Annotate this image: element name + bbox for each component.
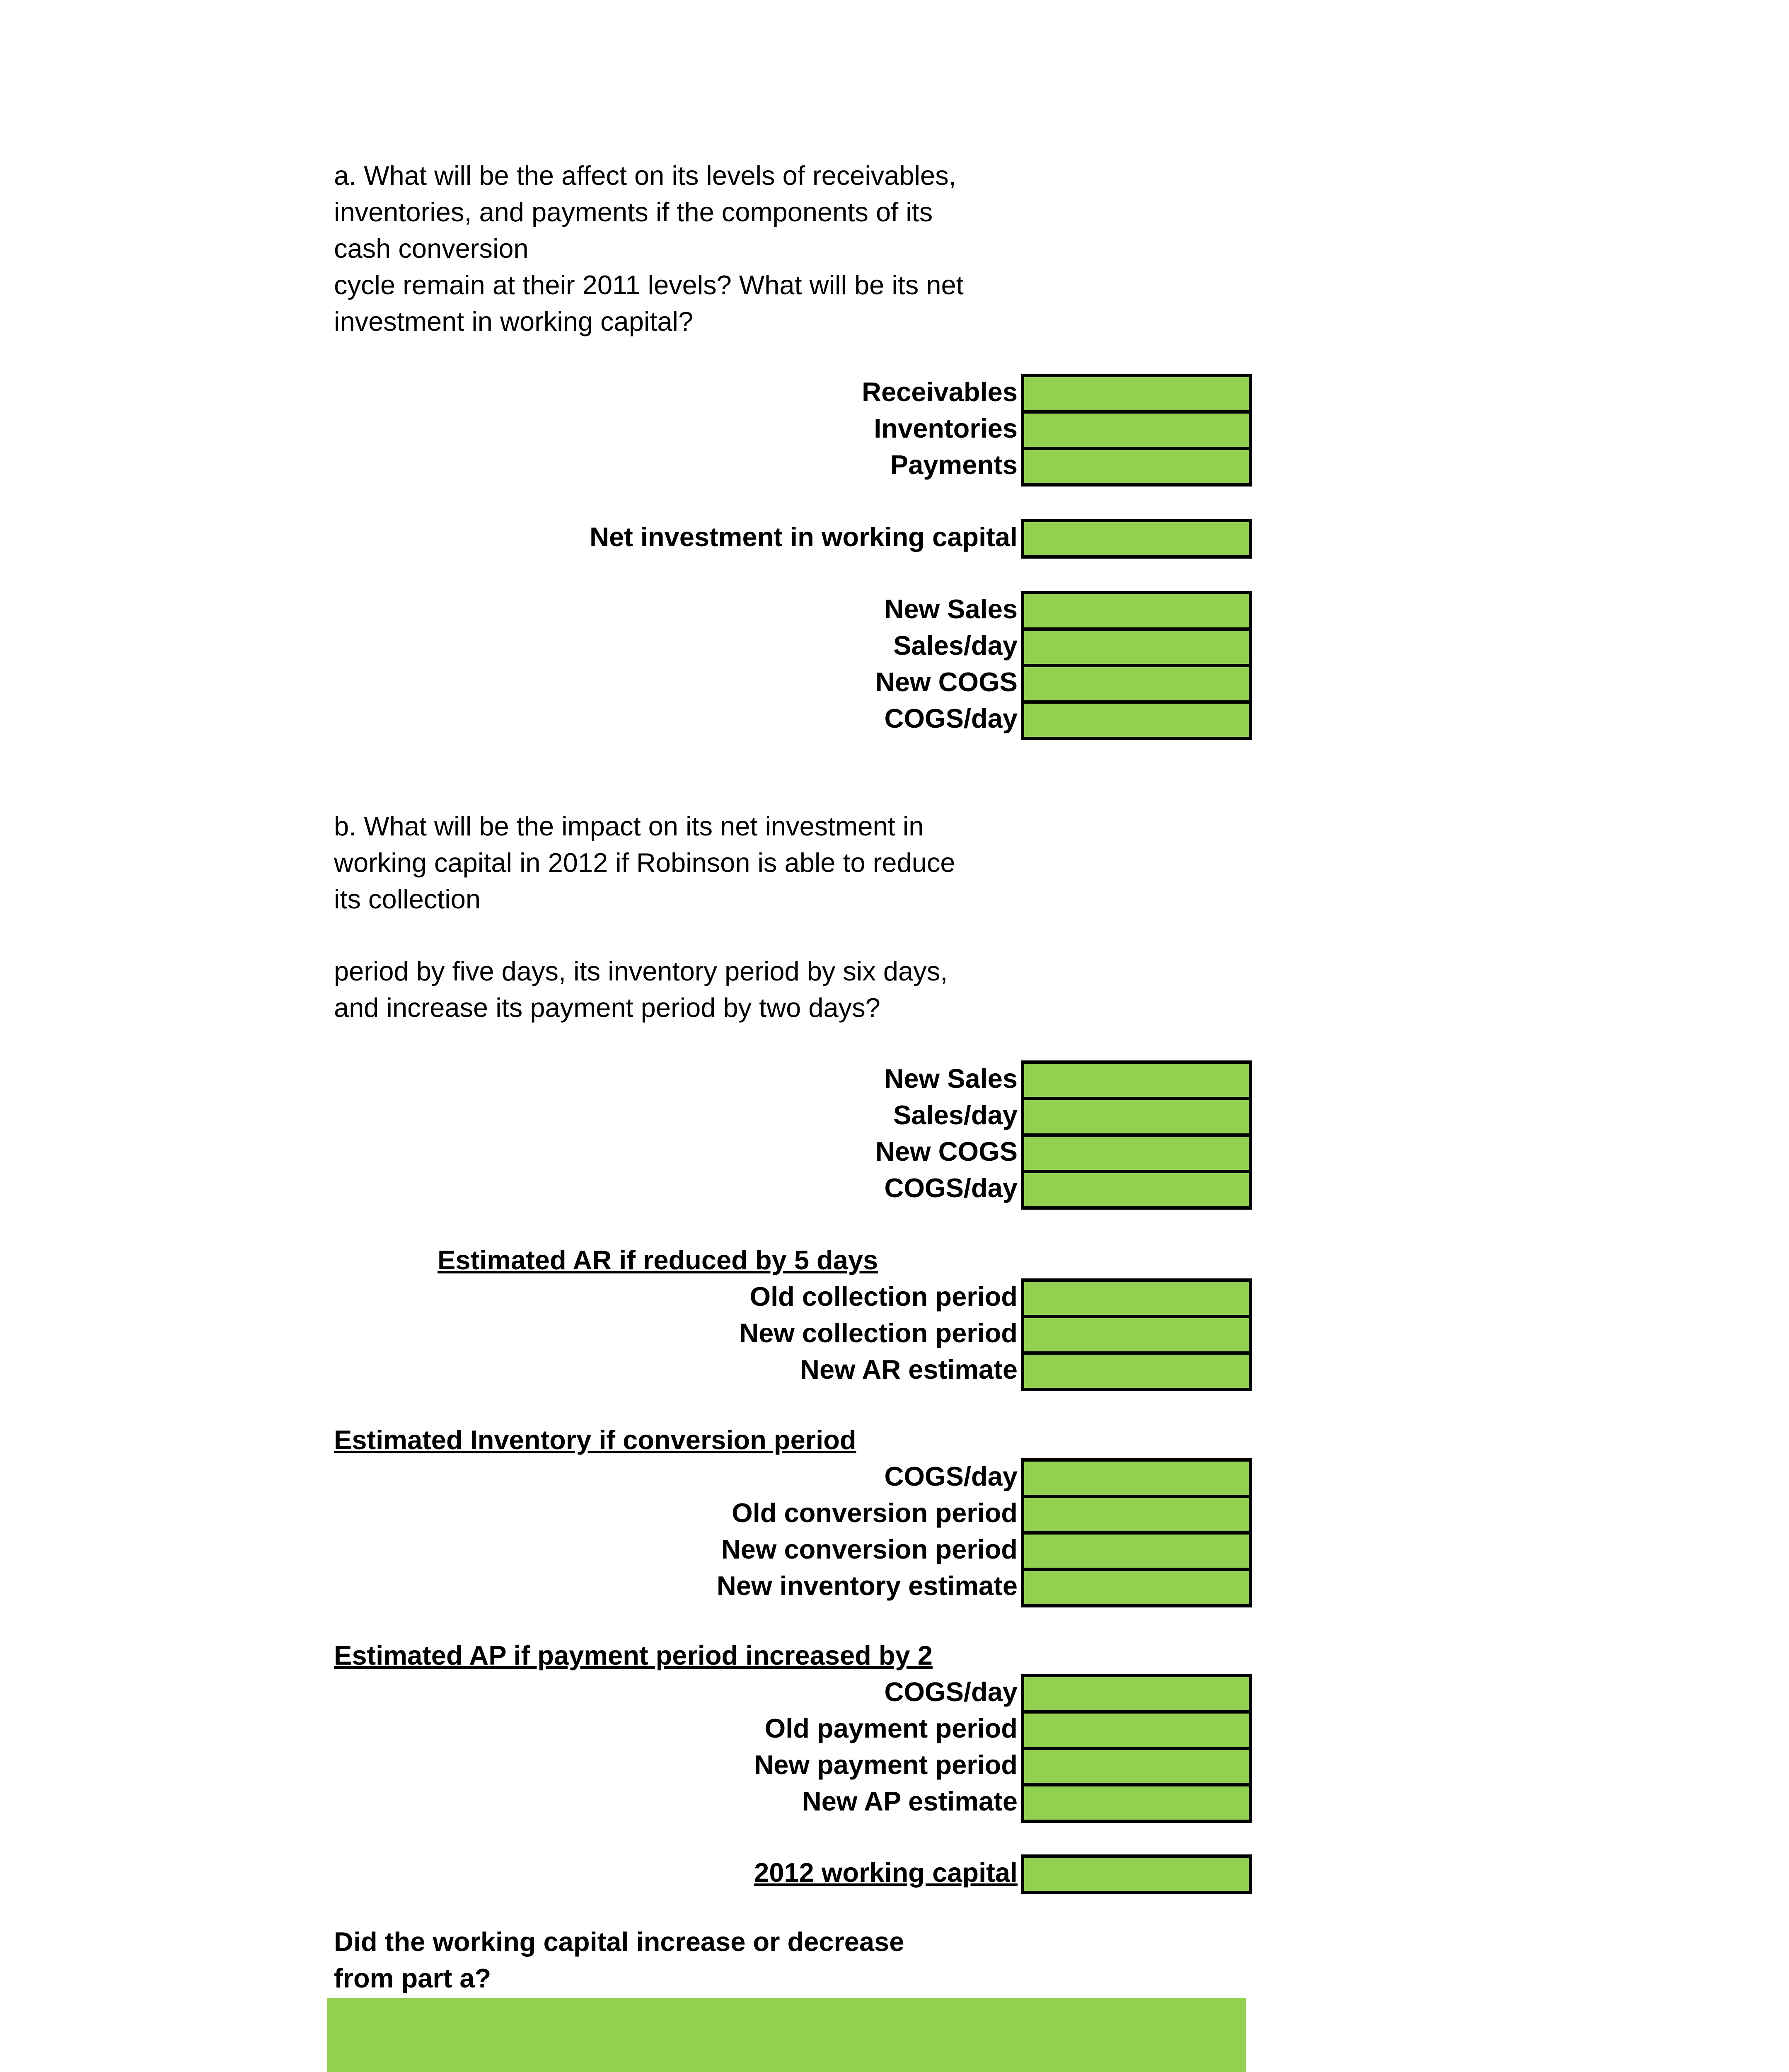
old-conversion-row <box>0 1495 1789 1531</box>
question-line: a. What will be the affect on its levels of receivables, <box>334 160 956 191</box>
question-line: its collection <box>334 884 481 914</box>
new-inventory-label: New inventory estimate <box>716 1571 1018 1601</box>
question-line: cash conversion <box>334 233 529 264</box>
a-cogs-day-input[interactable] <box>1021 700 1252 740</box>
a-new-cogs-row <box>0 664 1789 700</box>
old-payment-row <box>0 1710 1789 1747</box>
cogs-day-label: COGS/day <box>884 1677 1018 1707</box>
question-line: from part a? <box>334 1963 491 1993</box>
old-collection-row <box>0 1278 1789 1315</box>
receivables-label: Receivables <box>862 377 1018 407</box>
old-payment-label: Old payment period <box>764 1713 1018 1743</box>
b-new-cogs-row <box>0 1133 1789 1170</box>
net-investment-label: Net investment in working capital <box>590 522 1018 552</box>
inv-cogs-day-input[interactable] <box>1021 1458 1252 1498</box>
net-investment-row <box>0 519 1789 555</box>
b-cogs-day-row <box>0 1170 1789 1206</box>
inventories-row <box>0 410 1789 447</box>
question-line: b. What will be the impact on its net investment in <box>334 811 924 841</box>
b-sales-day-row <box>0 1097 1789 1133</box>
new-ar-input[interactable] <box>1021 1351 1252 1391</box>
working-capital-input[interactable] <box>1021 1854 1252 1894</box>
old-payment-input[interactable] <box>1021 1710 1252 1750</box>
cogs-day-label: COGS/day <box>884 703 1018 733</box>
sales-day-label: Sales/day <box>893 1100 1018 1130</box>
working-capital-label: 2012 working capital <box>754 1857 1018 1888</box>
part-b-question <box>334 808 1038 917</box>
question-line: inventories, and payments if the components of its <box>334 197 933 227</box>
answer-area[interactable] <box>327 1998 1246 2072</box>
new-collection-label: New collection period <box>739 1318 1018 1348</box>
a-new-sales-row <box>0 591 1789 627</box>
b-new-sales-row <box>0 1060 1789 1097</box>
new-payment-row <box>0 1747 1789 1783</box>
inventories-input[interactable] <box>1021 410 1252 450</box>
receivables-input[interactable] <box>1021 374 1252 414</box>
a-new-cogs-input[interactable] <box>1021 664 1252 704</box>
b-new-sales-input[interactable] <box>1021 1060 1252 1100</box>
new-collection-row <box>0 1315 1789 1351</box>
new-conversion-label: New conversion period <box>721 1534 1018 1564</box>
new-conversion-input[interactable] <box>1021 1531 1252 1571</box>
part-a-question <box>334 157 1038 340</box>
new-sales-label: New Sales <box>884 1063 1018 1094</box>
new-ar-row <box>0 1351 1789 1388</box>
inv-cogs-day-row <box>0 1458 1789 1495</box>
old-conversion-label: Old conversion period <box>732 1498 1018 1528</box>
question-line: working capital in 2012 if Robinson is able to reduce <box>334 847 955 878</box>
old-collection-label: Old collection period <box>749 1281 1018 1312</box>
new-inventory-input[interactable] <box>1021 1568 1252 1607</box>
ap-cogs-day-input[interactable] <box>1021 1674 1252 1714</box>
new-ar-label: New AR estimate <box>800 1354 1018 1385</box>
cogs-day-label: COGS/day <box>884 1173 1018 1203</box>
b-new-cogs-input[interactable] <box>1021 1133 1252 1173</box>
new-payment-label: New payment period <box>754 1750 1018 1780</box>
working-capital-row <box>0 1854 1789 1891</box>
old-collection-input[interactable] <box>1021 1278 1252 1318</box>
payments-label: Payments <box>890 450 1018 480</box>
payments-input[interactable] <box>1021 447 1252 487</box>
new-conversion-row <box>0 1531 1789 1568</box>
question-line: and increase its payment period by two days? <box>334 992 880 1023</box>
question-line: cycle remain at their 2011 levels? What will be its net <box>334 270 964 300</box>
new-payment-input[interactable] <box>1021 1747 1252 1786</box>
new-collection-input[interactable] <box>1021 1315 1252 1355</box>
final-question <box>334 1924 904 1997</box>
question-line: investment in working capital? <box>334 306 694 336</box>
old-conversion-input[interactable] <box>1021 1495 1252 1535</box>
payments-row <box>0 447 1789 483</box>
b-cogs-day-input[interactable] <box>1021 1170 1252 1210</box>
sales-day-label: Sales/day <box>893 630 1018 661</box>
ap-cogs-day-row <box>0 1674 1789 1710</box>
a-new-sales-input[interactable] <box>1021 591 1252 631</box>
inventories-label: Inventories <box>874 413 1018 443</box>
part-b-question-continued <box>334 953 1038 1026</box>
cogs-day-label: COGS/day <box>884 1461 1018 1491</box>
receivables-row <box>0 374 1789 410</box>
new-ap-row <box>0 1783 1789 1820</box>
new-cogs-label: New COGS <box>875 1136 1018 1167</box>
a-cogs-day-row <box>0 700 1789 737</box>
new-sales-label: New Sales <box>884 594 1018 624</box>
inventory-section-heading: Estimated Inventory if conversion period <box>334 1425 856 1455</box>
question-line: period by five days, its inventory period by six days, <box>334 956 948 986</box>
a-sales-day-row <box>0 627 1789 664</box>
new-ap-input[interactable] <box>1021 1783 1252 1823</box>
question-line: Did the working capital increase or decrease <box>334 1927 904 1957</box>
new-ap-label: New AP estimate <box>802 1786 1018 1816</box>
new-inventory-row <box>0 1568 1789 1604</box>
ar-section-heading: Estimated AR if reduced by 5 days <box>438 1245 878 1275</box>
b-sales-day-input[interactable] <box>1021 1097 1252 1137</box>
new-cogs-label: New COGS <box>875 667 1018 697</box>
net-investment-input[interactable] <box>1021 519 1252 559</box>
ap-section-heading: Estimated AP if payment period increased by 2 <box>334 1640 933 1670</box>
a-sales-day-input[interactable] <box>1021 627 1252 667</box>
